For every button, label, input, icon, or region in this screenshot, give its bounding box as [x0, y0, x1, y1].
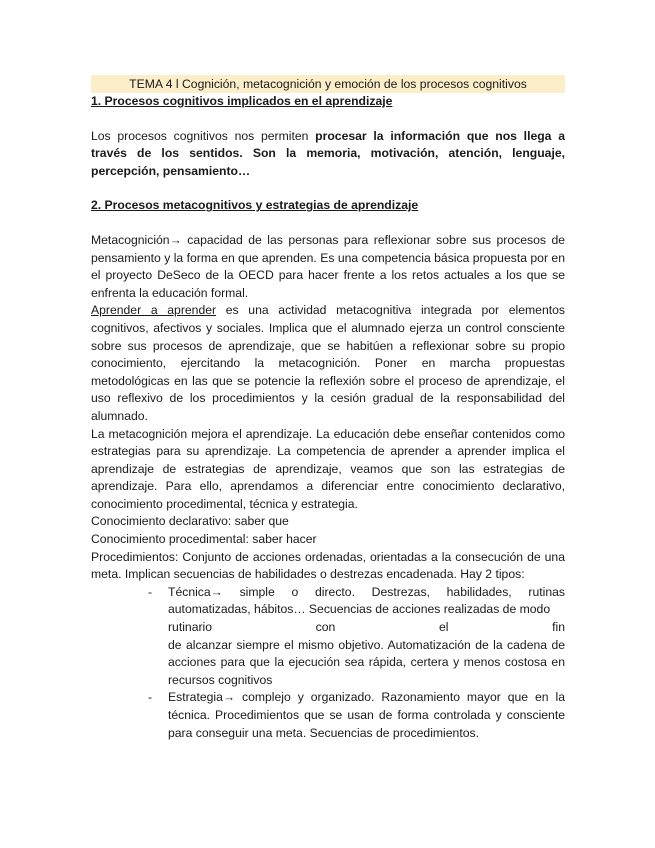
procedimental-line: Conocimiento procedimental: saber hacer: [91, 532, 317, 547]
dash-bullet: -: [148, 584, 153, 599]
dash-bullet: -: [148, 690, 153, 705]
aprender-a-aprender-term: Aprender a aprender: [91, 303, 217, 318]
list-item-tecnica: [91, 584, 565, 690]
aprender-paragraph: [91, 302, 565, 425]
tipos-list: [91, 584, 565, 742]
aprender-paragraph-text: es una actividad metacognitiva integrada por elementos cognitivos, afectivos y sociales. Implica que el alumnado ejerza un control consciente sobre sus procesos de aprendizaje, que se habitúen a reflexionar sobre su propio conocimiento, ejercitando la metacognición. Poner en marcha propuestas metodológicas en las que se potencie la reflexión sobre el proceso de aprendizaje, el uso reflexivo de los procedimientos y la cesión gradual de la responsabilidad del alumnado.: [91, 303, 565, 423]
estrategia-text: Estrategia→ complejo y organizado. Razonamiento mayor que en la técnica. Procedimientos que se usan de forma controlada y consciente para conseguir una meta. Secuencias de procedimientos.: [168, 690, 565, 740]
section-1-heading: 1. Procesos cognitivos implicados en el aprendizaje: [91, 94, 393, 108]
metacognicion-paragraph: Metacognición→ capacidad de las personas para reflexionar sobre sus procesos de pensamiento y la forma en que aprenden. Es una competencia básica propuesta por en el proyecto DeSeco de la OECD para hacer frente a los retos actuales a los que se enfrenta la educación formal.: [91, 232, 565, 300]
list-item-estrategia: [91, 689, 565, 742]
section-1-intro: Los procesos cognitivos nos permiten: [91, 128, 316, 143]
tecnica-text-b: de alcanzar siempre el mismo objetivo. Automatización de la cadena de acciones para que la ejecución sea rápida, certera y menos costosa en recursos cognitivos: [168, 637, 565, 687]
section-1-bold-text: procesar la información que nos llega a través de los sentidos. Son la memoria, motivación, atención, lenguaje, percepción, pensamiento…: [91, 128, 565, 178]
section-2-heading: 2. Procesos metacognitivos y estrategias de aprendizaje: [91, 198, 419, 213]
document-body: [91, 75, 565, 742]
word-con: con: [315, 620, 336, 635]
mejora-paragraph: La metacognición mejora el aprendizaje. La educación debe enseñar contenidos como estrategias para su aprendizaje. La competencia de aprender a aprender implica el aprendizaje de estrategias de aprendizaje, veamos que son las estrategias de aprendizaje. Para ello, aprendamos a diferenciar entre conocimiento declarativo, conocimiento procedimental, técnica y estrategia.: [91, 426, 565, 511]
word-rutinario: rutinario: [168, 620, 213, 635]
word-fin: fin: [552, 620, 565, 635]
declarativo-line: Conocimiento declarativo: saber que: [91, 514, 289, 529]
tecnica-spread-line: [168, 619, 565, 637]
document-title: TEMA 4 l Cognición, metacognición y emoción de los procesos cognitivos: [91, 75, 565, 93]
word-el: el: [438, 620, 449, 635]
tecnica-text-a: Técnica→ simple o directo. Destrezas, habilidades, rutinas automatizadas, hábitos… Secuencias de acciones realizadas de modo: [168, 584, 565, 617]
section-1-paragraph: [91, 128, 565, 181]
procedimientos-paragraph: Procedimientos: Conjunto de acciones ordenadas, orientadas a la consecución de una meta. Implican secuencias de habilidades o destrezas encadenada. Hay 2 tipos:: [91, 549, 565, 582]
